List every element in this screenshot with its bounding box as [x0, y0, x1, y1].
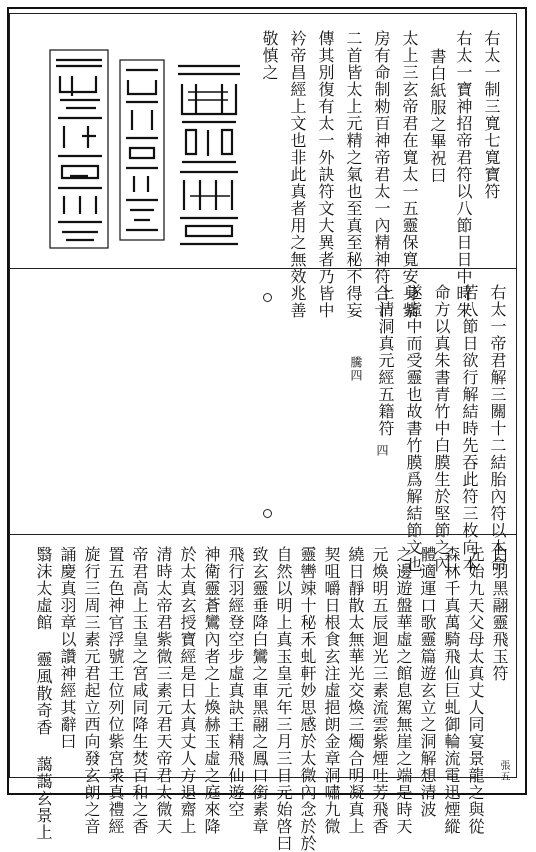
- text-column: 右太一寶神招帝君符以八節日日中時朱: [454, 30, 473, 319]
- text-column: 二首皆太上元精之氣也至真至秘不得妄: [344, 30, 363, 319]
- talisman-seal-script-figure: [36, 36, 261, 264]
- bottom-section-text: [20, 546, 514, 852]
- text-column: 太上三玄帝君在寬太一五靈保寬安身紫: [400, 30, 419, 319]
- text-column: 右太一帝君解三關十二結胎內符以本命: [488, 284, 507, 573]
- binding-hole-2: [263, 509, 272, 518]
- text-column: 上清洞真元經五籍符: [376, 284, 395, 437]
- top-section-text: [258, 30, 514, 319]
- page-number: 張五: [498, 760, 509, 782]
- text-column: 書白紙服之畢祝曰: [428, 48, 447, 184]
- text-column: 命方以真朱書青竹中白膜生於堅節之內: [432, 284, 451, 573]
- text-column: 遂虛中而受靈也故書竹膜爲解結節文也: [404, 284, 423, 573]
- text-column: 於太真玄授寶經是日太真丈人方退齋上: [178, 546, 197, 835]
- margin-mark: 四: [375, 444, 389, 457]
- text-column: 衿帝昌經上文也非此真者用之無效兆善: [288, 30, 307, 319]
- text-column: 誦慶真羽章以讚神經其辭曰: [58, 546, 77, 750]
- talisman-left: [50, 50, 108, 248]
- text-column: 白羽黑翮靈飛玉符: [490, 546, 509, 682]
- text-column: 房有命制勑百神帝君太一內精神符合十: [372, 30, 391, 319]
- text-column: 置五色神官浮號王位列位紫宮衆真禮經: [106, 546, 125, 835]
- text-column: 體適運口歌靈篇遊玄立之洞解想清波: [418, 546, 437, 818]
- text-column: 致玄靈垂降白鸞之車黑翮之鳳口銜素章: [250, 546, 269, 835]
- binding-hole-1: [263, 293, 272, 302]
- text-column: 旋行三周三素元君起立西向發玄朗之音: [82, 546, 101, 835]
- text-column: 右太一制三寬七寬寶符: [482, 30, 501, 200]
- text-column: 靈轡竦十秘禾虬軒妙思感於太微內念於於: [298, 546, 317, 852]
- text-column: 繞日靜散太無華光交煥三燭合明凝真上: [346, 546, 365, 835]
- text-column: 帝君高上玉皇之宮咸同降生焚百和之香: [130, 546, 149, 835]
- margin-mark: 騰四: [349, 356, 363, 382]
- text-column: 飛行羽經登空步虛真訣王精飛仙遊空: [226, 546, 245, 818]
- text-column: 森林千真萬騎飛仙巨虬御輪流電迅煙縱: [442, 546, 461, 835]
- text-column: 傳其別復有太一外訣符文大異者乃皆中: [316, 30, 335, 319]
- text-column: 翳沫太虛館 靈風散奇香 藹藹玄景上: [34, 546, 53, 841]
- text-column: 敬慎之: [260, 30, 279, 81]
- text-column: 若八節日欲行解結時先吞此符三枚向本: [460, 284, 479, 573]
- text-column: 之邊遊盤華虛之館息駕無崖之端是時天: [394, 546, 413, 835]
- talisman-right: [178, 66, 240, 244]
- text-column: 自然以明上真玉皇元年三月三日元始啓曰: [274, 546, 293, 852]
- section-divider-top: [9, 268, 517, 269]
- talisman-middle: [120, 60, 164, 240]
- text-column: 神衛靈蒼鸞內者之上煥赫玉虛之庭來降: [202, 546, 221, 835]
- text-column: 契咀嚼日根食玄注虛挹朗金章洞嘯九微: [322, 546, 341, 835]
- text-column: 清時太帝君紫微三素元君天帝君太微天: [154, 546, 173, 835]
- text-column: 元始九天父母太真丈人同宴景龍之與從: [466, 546, 485, 835]
- middle-section-text: [376, 284, 514, 573]
- text-column: 元煥明五辰迴光三素流雲紫煙吐芳飛香: [370, 546, 389, 835]
